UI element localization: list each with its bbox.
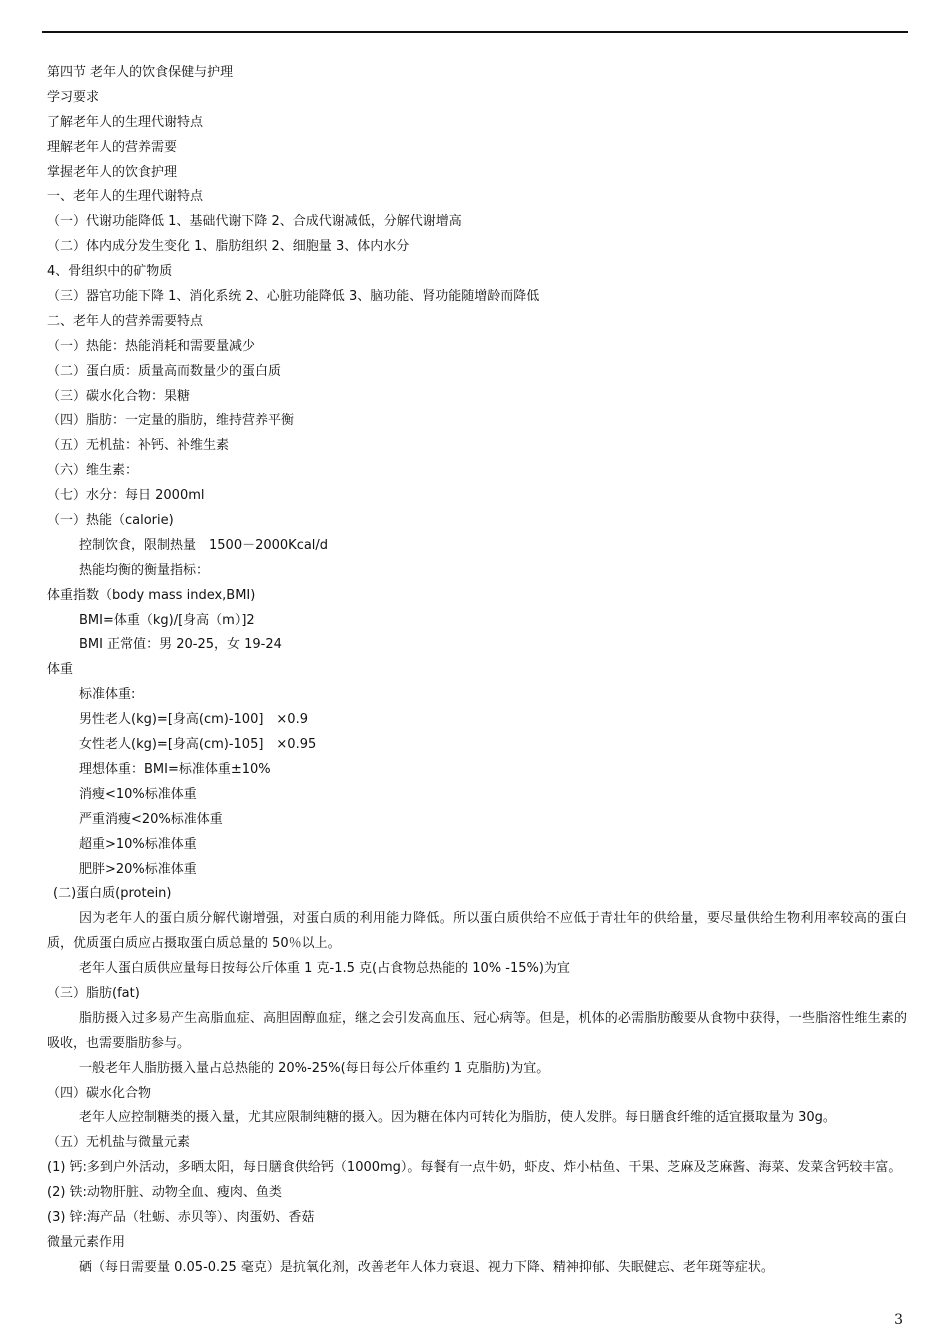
subheading: 二、老年人的营养需要特点 [47, 313, 204, 329]
text-line: 超重>10%标准体重 [79, 836, 197, 852]
text-line: (2) 铁:动物肝脏、动物全血、瘦肉、鱼类 [47, 1185, 282, 1201]
text-line: 消瘦<10%标准体重 [79, 786, 197, 802]
text-line: 肥胖>20%标准体重 [79, 861, 197, 877]
text-line: (3) 锌:海产品（牡蛎、赤贝等）、肉蛋奶、香菇 [47, 1210, 315, 1226]
text-line: 控制饮食，限制热量 1500－2000Kcal/d [79, 537, 329, 553]
text-line: （六）维生素： [47, 463, 139, 479]
text-line: 热能均衡的衡量指标： [79, 562, 210, 578]
text-line: 体重指数（body mass index,BMI) [47, 587, 256, 603]
subheading: （四）碳水化合物 [47, 1085, 152, 1101]
text-line: 理解老年人的营养需要 [47, 139, 178, 155]
document-body [47, 61, 907, 1281]
text-line: 掌握老年人的饮食护理 [47, 164, 178, 180]
paragraph: 因为老年人的蛋白质分解代谢增强，对蛋白质的利用能力降低。所以蛋白质供给不应低于青壮年的供给量，要尽量供给生物利用率较高的蛋白质，优质蛋白质应占摄取蛋白质总量的 50％以上。 [47, 911, 907, 952]
text-line: （一）代谢功能降低 1、基础代谢下降 2、合成代谢减低，分解代谢增高 [47, 214, 462, 230]
text-line: （三）器官功能下降 1、消化系统 2、心脏功能降低 3、脑功能、肾功能随增龄而降低 [47, 289, 540, 305]
text-line: 老年人蛋白质供应量每日按每公斤体重 1 克-1.5 克(占食物总热能的 10% -15%)为宜 [79, 961, 570, 977]
formula-line: 女性老人(kg)=[身高(cm)-105] ×0.95 [79, 737, 317, 753]
text-line: （三）碳水化合物：果糖 [47, 388, 191, 404]
section-title: 第四节 老年人的饮食保健与护理 [47, 65, 234, 80]
formula-line: BMI=体重（kg)/[身高（m）]2 [79, 612, 255, 628]
header-rule [42, 31, 908, 33]
text-line: （七）水分：每日 2000ml [47, 488, 205, 504]
subheading: (二)蛋白质(protein) [53, 886, 172, 902]
paragraph: (1) 钙:多到户外活动，多晒太阳，每日膳食供给钙（1000mg）。每餐有一点牛奶，虾皮、炸小枯鱼、干果、芝麻及芝麻酱、海菜、发菜含钙较丰富。 [47, 1160, 902, 1176]
page-number: 3 [894, 1312, 903, 1328]
text-line: （二）体内成分发生变化 1、脂肪组织 2、细胞量 3、体内水分 [47, 239, 410, 255]
text-line: 4、骨组织中的矿物质 [47, 264, 173, 280]
text-line: BMI 正常值：男 20-25，女 19-24 [79, 637, 282, 653]
text-line: （四）脂肪：一定量的脂肪，维持营养平衡 [47, 413, 295, 429]
subheading: （三）脂肪(fat) [47, 985, 140, 1001]
formula-line: 男性老人(kg)=[身高(cm)-100] ×0.9 [79, 712, 308, 728]
text-line: 严重消瘦<20%标准体重 [79, 811, 223, 827]
text-line: （五）无机盐：补钙、补维生素 [47, 438, 230, 454]
subheading: （一）热能（calorie) [47, 513, 174, 529]
paragraph: 脂肪摄入过多易产生高脂血症、高胆固醇血症，继之会引发高血压、冠心病等。但是，机体的必需脂肪酸要从食物中获得，一些脂溶性维生素的吸收，也需要脂肪参与。 [47, 1010, 907, 1051]
formula-line: 理想体重：BMI=标准体重±10% [79, 761, 271, 777]
subheading: （五）无机盐与微量元素 [47, 1135, 191, 1151]
text-line: 标准体重: [79, 687, 136, 703]
text-line: （一）热能：热能消耗和需要量减少 [47, 338, 256, 354]
text-line: 了解老年人的生理代谢特点 [47, 114, 204, 130]
text-line: （二）蛋白质：质量高而数量少的蛋白质 [47, 363, 282, 379]
paragraph: 老年人应控制糖类的摄入量，尤其应限制纯糖的摄入。因为糖在体内可转化为脂肪，使人发胖。每日膳食纤维的适宜摄取量为 30g。 [79, 1110, 836, 1126]
paragraph: 硒（每日需要量 0.05-0.25 毫克）是抗氧化剂，改善老年人体力衰退、视力下降、精神抑郁、失眠健忘、老年斑等症状。 [79, 1259, 774, 1275]
text-line: 微量元素作用 [47, 1234, 126, 1250]
text-line: 一般老年人脂肪摄入量占总热能的 20%-25%(每日每公斤体重约 1 克脂肪)为宜。 [79, 1060, 550, 1076]
subheading: 体重 [47, 662, 74, 678]
subheading: 学习要求 [47, 89, 100, 105]
subheading: 一、老年人的生理代谢特点 [47, 189, 204, 205]
